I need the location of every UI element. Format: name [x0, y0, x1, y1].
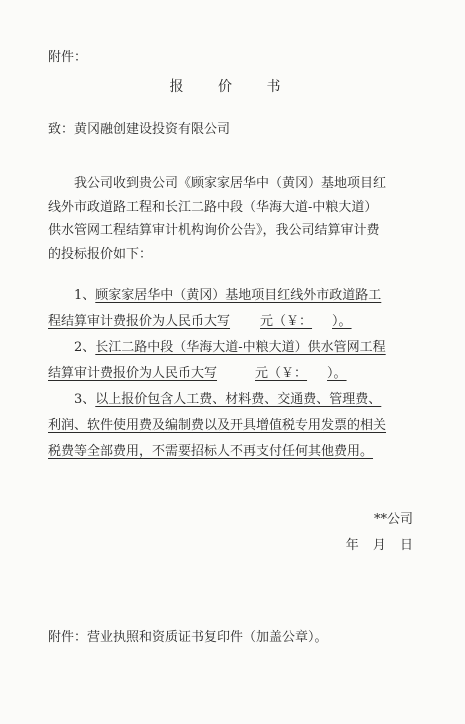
signature-date: 年 月 日: [345, 538, 413, 553]
intro-line: 我公司收到贵公司《顾家家居华中（黄冈）基地项目红: [48, 176, 387, 191]
intro-paragraph: [48, 172, 420, 266]
item-2-prefix: 2、: [48, 340, 96, 355]
item-3-line-3: 税费等全部费用，不需要招标人不再支付任何其他费用。: [48, 444, 374, 459]
intro-line: 线外市政道路工程和长江二路中段（华海大道-中粮大道）: [48, 199, 378, 215]
item-1-price-label: 程结算审计费报价为人民币大写: [48, 314, 231, 329]
attachments-footer: 附件：营业执照和资质证书复印件（加盖公章）。: [48, 630, 328, 645]
intro-line: 供水管网工程结算审计机构询价公告》，我公司结算审计费: [48, 223, 380, 238]
item-3-text: 以上报价包含人工费、材料费、交通费、管理费、: [95, 392, 382, 407]
item-1-prefix: 1、: [48, 288, 96, 303]
item-1-line-1: [48, 283, 420, 309]
quote-items: [48, 283, 420, 465]
item-1-close: ）。: [332, 314, 352, 329]
item-2-price-label: 结算审计费报价为人民币大写: [48, 366, 218, 381]
attachment-label: 附件：: [48, 50, 88, 65]
addressee: 致：黄冈融创建设投资有限公司: [48, 122, 231, 137]
document-title: 报 价 书: [169, 79, 296, 95]
item-2-line-2: [48, 361, 420, 387]
item-3-line-1: [48, 387, 420, 413]
item-2-line-1: [48, 335, 420, 361]
intro-line: 的投标报价如下：: [48, 246, 153, 262]
signature-company: **公司: [373, 512, 413, 527]
item-2-close: ）。: [327, 366, 347, 381]
item-3-prefix: 3、: [48, 392, 96, 407]
item-2-text: 长江二路中段（华海大道-中粮大道）供水管网工程: [95, 340, 386, 355]
item-3-line-2: 利润、软件使用费及编制费以及开具增值税专用发票的相关: [48, 418, 387, 433]
item-1-line-2: [48, 309, 420, 335]
item-2-yuan: 元（￥：: [255, 366, 308, 381]
item-1-yuan: 元（￥：: [260, 314, 313, 329]
item-1-text: 顾家家居华中（黄冈）基地项目红线外市政道路工: [95, 288, 382, 303]
